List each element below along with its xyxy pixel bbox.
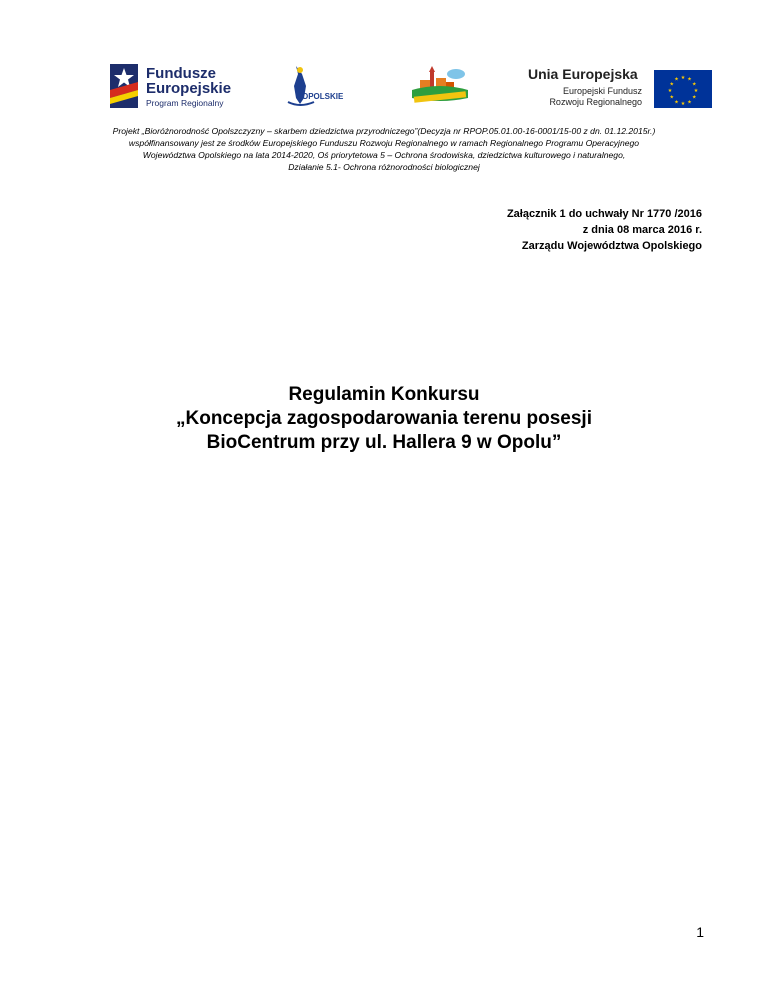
svg-text:★: ★ bbox=[674, 99, 679, 106]
title-line: Regulamin Konkursu bbox=[288, 384, 480, 405]
project-line: Województwa Opolskiego na lata 2014-2020, Oś priorytetowa 5 – Ochrona środowiska, dziedzictwa kulturowego i naturalnego, bbox=[142, 150, 626, 160]
page-number: 1 bbox=[696, 924, 704, 940]
opolskie-label: OPOLSKIE bbox=[302, 92, 344, 101]
eu-flag-icon bbox=[654, 70, 712, 108]
logo-bar bbox=[0, 64, 768, 114]
annex-line: Zarządu Województwa Opolskiego bbox=[521, 240, 702, 252]
europejskie-label: Europejskie bbox=[146, 80, 232, 97]
svg-text:★: ★ bbox=[669, 94, 674, 101]
svg-text:★: ★ bbox=[687, 76, 692, 83]
document-title bbox=[0, 383, 768, 455]
project-info bbox=[60, 125, 708, 173]
eu-funds-star-icon bbox=[110, 64, 138, 108]
town-skyline-icon bbox=[410, 64, 470, 110]
fundusze-label: Fundusze bbox=[146, 65, 216, 82]
svg-text:★: ★ bbox=[669, 81, 674, 88]
svg-text:★: ★ bbox=[692, 81, 697, 88]
svg-text:★: ★ bbox=[667, 88, 673, 94]
svg-text:★: ★ bbox=[680, 75, 686, 81]
annex-reference bbox=[507, 206, 702, 254]
opolskie-eagle-icon bbox=[284, 64, 354, 110]
svg-text:★: ★ bbox=[693, 88, 699, 94]
regional-town-logo bbox=[410, 64, 470, 110]
annex-line: z dnia 08 marca 2016 r. bbox=[582, 224, 702, 236]
svg-text:★: ★ bbox=[692, 94, 697, 101]
fundusze-europejskie-logo bbox=[110, 64, 260, 110]
project-line: Działanie 5.1- Ochrona różnorodności biologicznej bbox=[288, 162, 480, 172]
efrr-line1-label: Europejski Fundusz bbox=[562, 86, 642, 96]
svg-text:★: ★ bbox=[680, 101, 686, 107]
annex-line: Załącznik 1 do uchwały Nr 1770 /2016 bbox=[506, 208, 702, 220]
program-regionalny-label: Program Regionalny bbox=[146, 98, 224, 108]
title-line: BioCentrum przy ul. Hallera 9 w Opolu” bbox=[206, 432, 562, 453]
unia-europejska-logo bbox=[528, 64, 708, 110]
svg-text:★: ★ bbox=[687, 99, 692, 106]
svg-text:★: ★ bbox=[674, 76, 679, 83]
project-line: współfinansowany jest ze środków Europejskiego Funduszu Rozwoju Regionalnego w ramach Regionalnego Programu Operacyjnego bbox=[128, 138, 640, 148]
project-line: Projekt „Bioróżnorodność Opolszczyzny – skarbem dziedzictwa przyrodniczego”(Decyzja nr RPOP.05.01.00-16-0001/15-00 z dn. 01.12.2015r.) bbox=[112, 126, 656, 136]
unia-europejska-label: Unia Europejska bbox=[528, 66, 638, 82]
title-line: „Koncepcja zagospodarowania terenu posesji bbox=[176, 408, 592, 429]
opolskie-logo bbox=[284, 64, 354, 110]
efrr-line2-label: Rozwoju Regionalnego bbox=[549, 97, 642, 107]
